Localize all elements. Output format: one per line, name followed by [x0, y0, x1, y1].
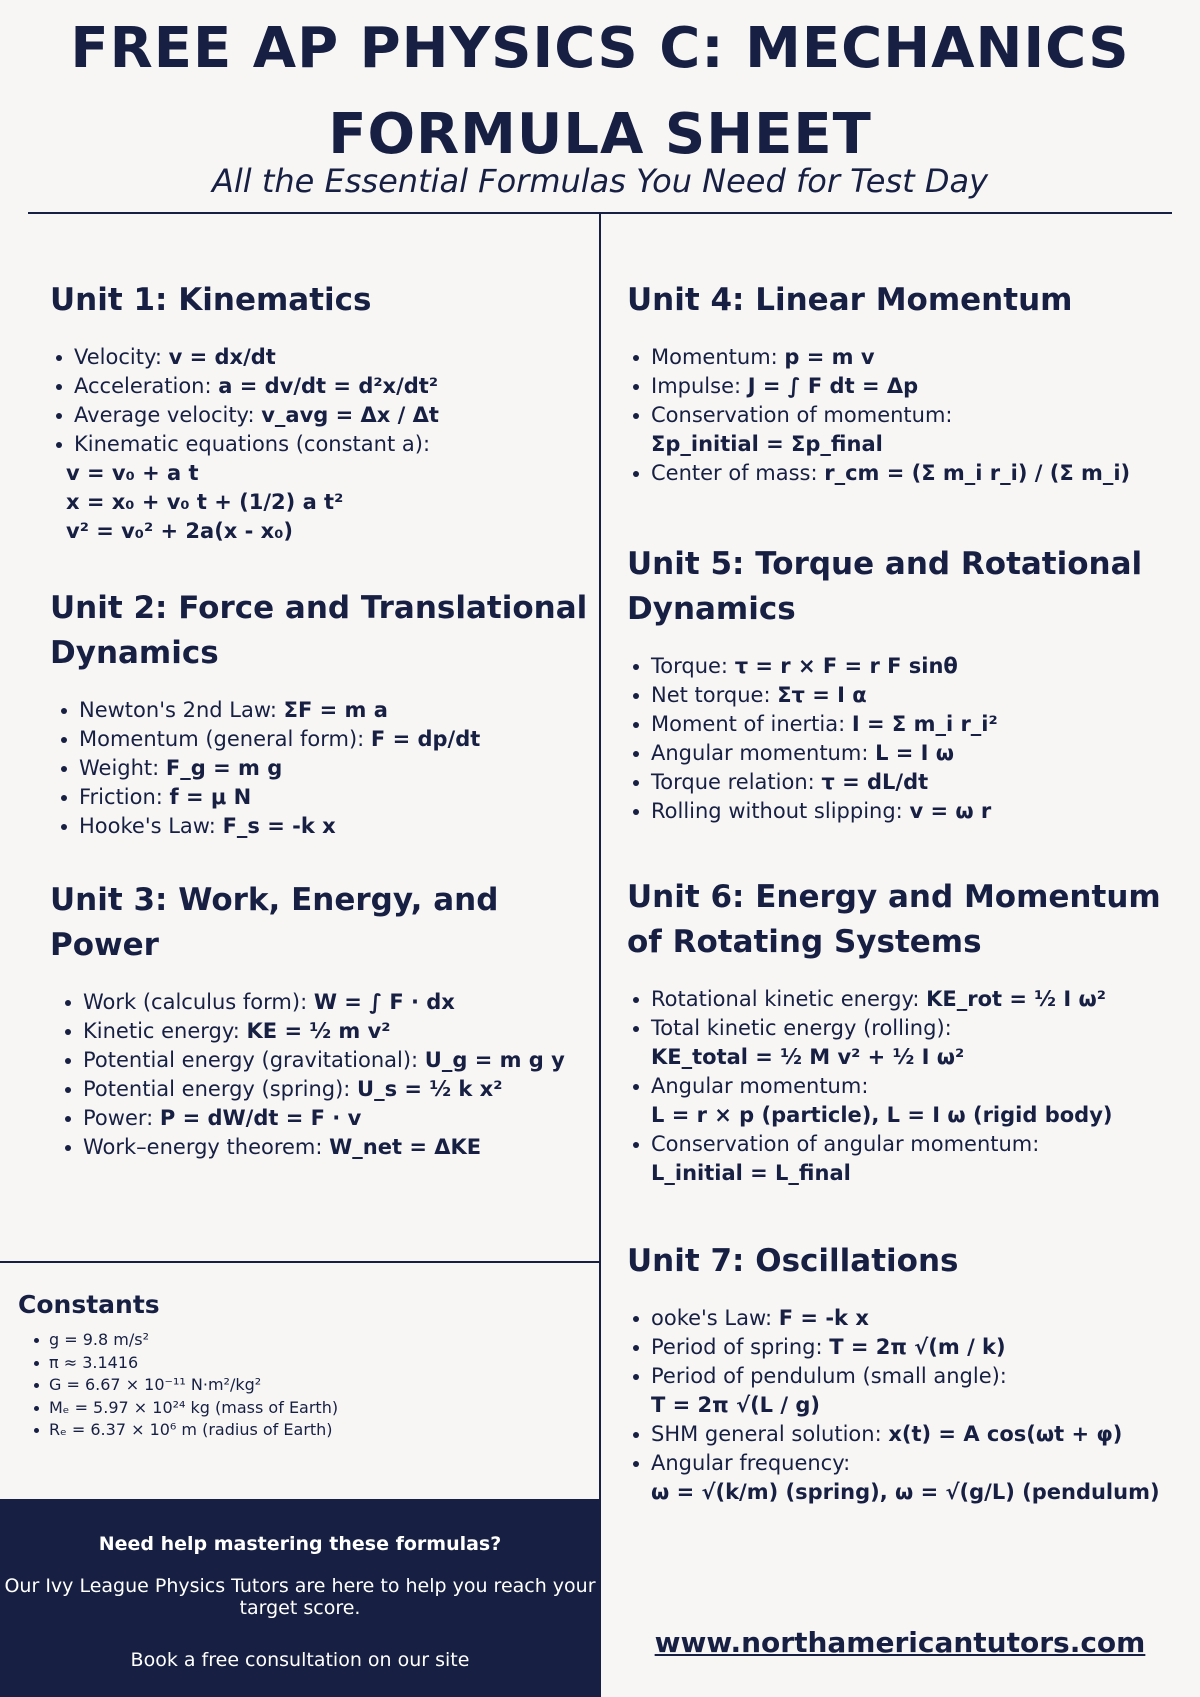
formula-item — [59, 1075, 590, 1104]
formula-expression: P = dW/dt = F · v — [159, 1106, 362, 1130]
formula-expression: ω = √(k/m) (spring), ω = √(g/L) (pendulum) — [651, 1480, 1160, 1504]
formula-item — [50, 401, 590, 430]
formula-expression: L_initial = L_final — [651, 1161, 851, 1185]
formula-list — [50, 696, 590, 841]
formula-item — [627, 710, 1187, 739]
formula-expression: v² = v₀² + 2a(x - x₀) — [66, 519, 294, 543]
formula-expression: v = ω r — [909, 799, 992, 823]
formula-expression: τ = dL/dt — [821, 770, 929, 794]
formula-label: Angular momentum: — [651, 1074, 869, 1098]
formula-item — [55, 696, 590, 725]
formula-label: Torque: — [651, 654, 735, 678]
constant-item: π ≈ 3.1416 — [18, 1352, 578, 1375]
unit-title: Unit 1: Kinematics — [50, 282, 372, 318]
formula-label: Impulse: — [651, 374, 748, 398]
formula-label: Total kinetic energy (rolling): — [651, 1016, 952, 1040]
formula-expression: p = m v — [784, 345, 875, 369]
formula-expression: Σp_initial = Σp_final — [651, 432, 883, 456]
formula-expression: KE_total = ½ M v² + ½ I ω² — [651, 1045, 965, 1069]
constants-title: Constants — [18, 1290, 160, 1319]
formula-expression: v = dx/dt — [168, 345, 276, 369]
formula-expression: Στ = I α — [777, 683, 867, 707]
formula-label: Work–energy theorem: — [83, 1135, 330, 1159]
formula-expression: KE_rot = ½ I ω² — [926, 987, 1106, 1011]
formula-label: Kinematic equations (constant a): — [74, 432, 431, 456]
formula-expression: r_cm = (Σ m_i r_i) / (Σ m_i) — [824, 461, 1131, 485]
formula-list — [50, 988, 590, 1162]
formula-label: Rolling without slipping: — [651, 799, 910, 823]
formula-label: Kinetic energy: — [83, 1019, 247, 1043]
formula-expression: ΣF = m a — [283, 698, 388, 722]
formula-expression: F_g = m g — [165, 756, 283, 780]
formula-label: Angular momentum: — [651, 741, 876, 765]
formula-item — [59, 1133, 590, 1162]
formula-item — [59, 1104, 590, 1133]
formula-item — [627, 1449, 1187, 1507]
formula-item — [50, 430, 590, 546]
formula-expression: W = ∫ F · dx — [313, 990, 455, 1014]
formula-item — [627, 459, 1187, 488]
constant-item: G = 6.67 × 10⁻¹¹ N·m²/kg² — [18, 1374, 578, 1397]
formula-item — [50, 372, 590, 401]
formula-expression: L = I ω — [875, 741, 955, 765]
formula-label: Newton's 2nd Law: — [79, 698, 284, 722]
formula-label: Momentum (general form): — [79, 727, 371, 751]
banner-heading: Need help mastering these formulas? — [98, 1533, 502, 1555]
formula-expression: f = μ N — [169, 785, 252, 809]
formula-label: Weight: — [79, 756, 166, 780]
banner-book-text: Book a free consultation on our site — [130, 1649, 470, 1671]
formula-item — [55, 754, 590, 783]
formula-label: Hooke's Law: — [79, 814, 223, 838]
formula-expression: F = -k x — [778, 1306, 869, 1330]
unit-7-section — [627, 1239, 1187, 1507]
formula-list — [627, 652, 1187, 826]
formula-expression: F = dp/dt — [370, 727, 481, 751]
constant-item: g = 9.8 m/s² — [18, 1329, 578, 1352]
formula-item — [627, 1014, 1187, 1072]
formula-expression: a = dv/dt = d²x/dt² — [218, 374, 439, 398]
unit-title: Unit 6: Energy and Momentum of Rotating Systems — [627, 879, 1161, 960]
constants-section — [18, 1290, 578, 1442]
unit-2-section — [50, 586, 590, 841]
formula-list — [627, 985, 1187, 1188]
formula-label: Rotational kinetic energy: — [651, 987, 927, 1011]
formula-label: Average velocity: — [74, 403, 262, 427]
page-subtitle: All the Essential Formulas You Need for Test Day — [212, 162, 988, 200]
formula-item — [627, 1072, 1187, 1130]
formula-item — [55, 725, 590, 754]
unit-6-section — [627, 875, 1187, 1188]
banner-text: Our Ivy League Physics Tutors are here to help you reach your target score. — [4, 1575, 596, 1619]
formula-label: Momentum: — [651, 345, 785, 369]
formula-expression: T = 2π √(m / k) — [829, 1335, 1006, 1359]
formula-item — [59, 988, 590, 1017]
formula-item — [627, 739, 1187, 768]
formula-label: Velocity: — [74, 345, 169, 369]
formula-label: Center of mass: — [651, 461, 825, 485]
formula-expression: L = r × p (particle), L = I ω (rigid body) — [651, 1103, 1113, 1127]
formula-label: Conservation of momentum: — [651, 403, 953, 427]
unit-title: Unit 7: Oscillations — [627, 1243, 959, 1279]
constants-list — [18, 1329, 578, 1442]
formula-item — [627, 681, 1187, 710]
formula-expression: τ = r × F = r F sinθ — [734, 654, 958, 678]
constants-divider — [0, 1261, 600, 1263]
formula-list — [627, 1304, 1187, 1507]
constant-item: Mₑ = 5.97 × 10²⁴ kg (mass of Earth) — [18, 1397, 578, 1420]
formula-label: Conservation of angular momentum: — [651, 1132, 1040, 1156]
column-divider — [599, 212, 601, 1697]
unit-title: Unit 5: Torque and Rotational Dynamics — [627, 546, 1143, 627]
formula-item — [627, 1130, 1187, 1188]
formula-item — [55, 812, 590, 841]
formula-expression: T = 2π √(L / g) — [651, 1393, 820, 1417]
unit-4-section — [627, 278, 1187, 488]
formula-expression: x(t) = A cos(ωt + φ) — [888, 1422, 1123, 1446]
formula-label: ooke's Law: — [651, 1306, 779, 1330]
formula-item — [627, 1362, 1187, 1420]
formula-item — [627, 652, 1187, 681]
formula-expression: x = x₀ + v₀ t + (1/2) a t² — [66, 490, 344, 514]
formula-expression: W_net = ΔKE — [329, 1135, 482, 1159]
unit-title: Unit 3: Work, Energy, and Power — [50, 882, 499, 963]
formula-expression: v = v₀ + a t — [66, 461, 199, 485]
formula-item — [627, 1304, 1187, 1333]
formula-label: Acceleration: — [74, 374, 219, 398]
formula-label: Angular frequency: — [651, 1451, 851, 1475]
formula-item — [627, 1420, 1187, 1449]
constant-item: Rₑ = 6.37 × 10⁶ m (radius of Earth) — [18, 1419, 578, 1442]
formula-expression: U_g = m g y — [424, 1048, 565, 1072]
formula-list — [50, 343, 590, 546]
formula-item — [59, 1017, 590, 1046]
formula-label: Potential energy (spring): — [83, 1077, 358, 1101]
formula-item — [627, 797, 1187, 826]
formula-list — [627, 343, 1187, 488]
unit-3-section — [50, 878, 590, 1162]
unit-5-section — [627, 542, 1187, 826]
formula-label: Moment of inertia: — [651, 712, 852, 736]
formula-label: Net torque: — [651, 683, 778, 707]
formula-label: Period of pendulum (small angle): — [651, 1364, 1007, 1388]
formula-label: Power: — [83, 1106, 160, 1130]
formula-item — [627, 768, 1187, 797]
formula-item — [55, 783, 590, 812]
formula-expression: KE = ½ m v² — [246, 1019, 391, 1043]
formula-item — [627, 372, 1187, 401]
formula-label: SHM general solution: — [651, 1422, 889, 1446]
formula-expression: F_s = -k x — [222, 814, 336, 838]
formula-label: Friction: — [79, 785, 170, 809]
formula-item — [627, 985, 1187, 1014]
formula-expression: I = Σ m_i r_i² — [851, 712, 998, 736]
unit-title: Unit 4: Linear Momentum — [627, 282, 1073, 318]
formula-expression: U_s = ½ k x² — [357, 1077, 503, 1101]
unit-1-section — [50, 278, 590, 546]
formula-expression: J = ∫ F dt = Δp — [747, 374, 919, 398]
formula-expression: v_avg = Δx / Δt — [261, 403, 439, 427]
website-link[interactable]: www.northamericantutors.com — [654, 1626, 1146, 1659]
formula-label: Period of spring: — [651, 1335, 830, 1359]
formula-item — [627, 343, 1187, 372]
formula-label: Torque relation: — [651, 770, 822, 794]
tutoring-banner — [0, 1499, 600, 1697]
formula-label: Potential energy (gravitational): — [83, 1048, 425, 1072]
formula-item — [627, 401, 1187, 459]
formula-item — [59, 1046, 590, 1075]
formula-item — [50, 343, 590, 372]
formula-item — [627, 1333, 1187, 1362]
page-title: FREE AP PHYSICS C: MECHANICS FORMULA SHEET — [70, 16, 1130, 167]
formula-label: Work (calculus form): — [83, 990, 314, 1014]
unit-title: Unit 2: Force and Translational Dynamics — [50, 590, 588, 671]
